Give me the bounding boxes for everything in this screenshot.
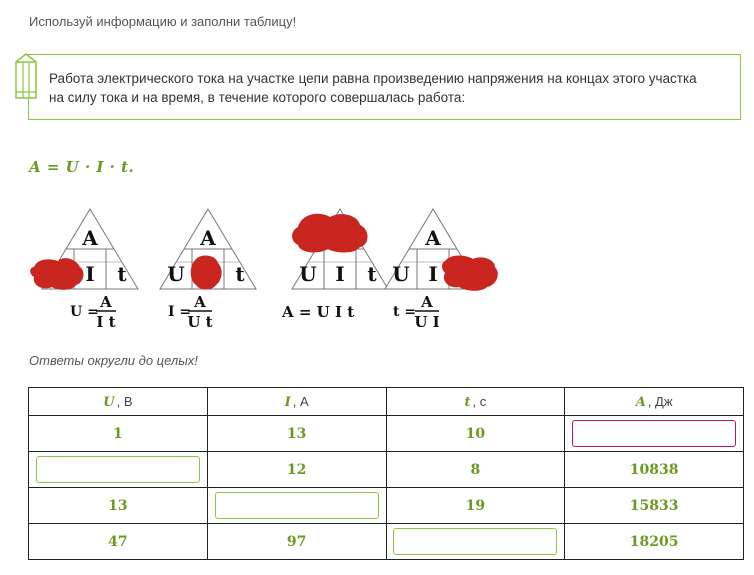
cell-value: 15833 <box>565 488 744 524</box>
cell-value: 47 <box>29 524 208 560</box>
tri-top: A <box>425 226 441 250</box>
tri-numerator: A <box>194 293 206 311</box>
instruction-text: Используй информацию и заполни таблицу! <box>29 14 297 29</box>
cell-value: 18205 <box>565 524 744 560</box>
cell-value: 13 <box>207 416 386 452</box>
tri-top: A <box>200 226 216 250</box>
cell-input <box>207 488 386 524</box>
tri-mid: I <box>428 262 438 286</box>
cell-value: 12 <box>207 452 386 488</box>
red-blot <box>292 214 368 253</box>
red-blot <box>442 256 498 291</box>
table-row <box>29 524 744 560</box>
cell-input <box>29 452 208 488</box>
header-time: t , с <box>386 388 565 416</box>
tri-right: t <box>235 262 245 286</box>
cell-value: 8 <box>386 452 565 488</box>
triangle-work <box>281 209 388 321</box>
tri-mid: I <box>335 262 345 286</box>
tri-top: A <box>82 226 98 250</box>
work-formula: A = U · I · t. <box>29 158 135 176</box>
voltage-input-2[interactable] <box>36 456 200 483</box>
tri-left: U <box>392 262 410 286</box>
tri-formula-left: I = <box>168 304 192 320</box>
triangle-current <box>160 209 256 331</box>
formula-triangles <box>28 205 508 335</box>
tri-mid: I <box>85 262 95 286</box>
tri-numerator: A <box>100 293 112 311</box>
answer-table <box>28 387 744 560</box>
work-input-1[interactable] <box>572 420 736 447</box>
header-voltage: U , В <box>29 388 208 416</box>
red-blot <box>30 258 83 290</box>
tri-numerator: A <box>421 293 433 311</box>
table-row <box>29 416 744 452</box>
pencil-icon <box>12 52 40 102</box>
header-work: A , Дж <box>565 388 744 416</box>
tri-denominator: U t <box>187 313 213 331</box>
tri-left: U <box>167 262 185 286</box>
rounding-note: Ответы округли до целых! <box>29 353 198 368</box>
time-input-4[interactable] <box>393 528 557 555</box>
tri-formula-left: t = <box>393 304 417 320</box>
header-current: I , А <box>207 388 386 416</box>
cell-input <box>565 416 744 452</box>
current-input-3[interactable] <box>215 492 379 519</box>
tri-denominator: I t <box>96 313 116 331</box>
cell-value: 10838 <box>565 452 744 488</box>
tri-right: t <box>367 262 377 286</box>
info-box <box>28 54 741 120</box>
triangle-time <box>385 209 498 331</box>
table-header-row <box>29 388 744 416</box>
cell-value: 97 <box>207 524 386 560</box>
tri-formula-left: A = U I t <box>282 303 355 321</box>
tri-right: t <box>117 262 127 286</box>
cell-input <box>386 524 565 560</box>
tri-denominator: U I <box>414 313 440 331</box>
cell-value: 19 <box>386 488 565 524</box>
cell-value: 10 <box>386 416 565 452</box>
info-text: Работа электрического тока на участке цепи равна произведению напряжения на концах этого участка на силу тока и на время, в течение которого совершалась работа: <box>49 71 697 105</box>
cell-value: 1 <box>29 416 208 452</box>
tri-formula-left: U = <box>70 304 99 320</box>
cell-value: 13 <box>29 488 208 524</box>
tri-left: U <box>299 262 317 286</box>
table-row <box>29 488 744 524</box>
triangle-voltage <box>30 209 138 331</box>
table-row <box>29 452 744 488</box>
